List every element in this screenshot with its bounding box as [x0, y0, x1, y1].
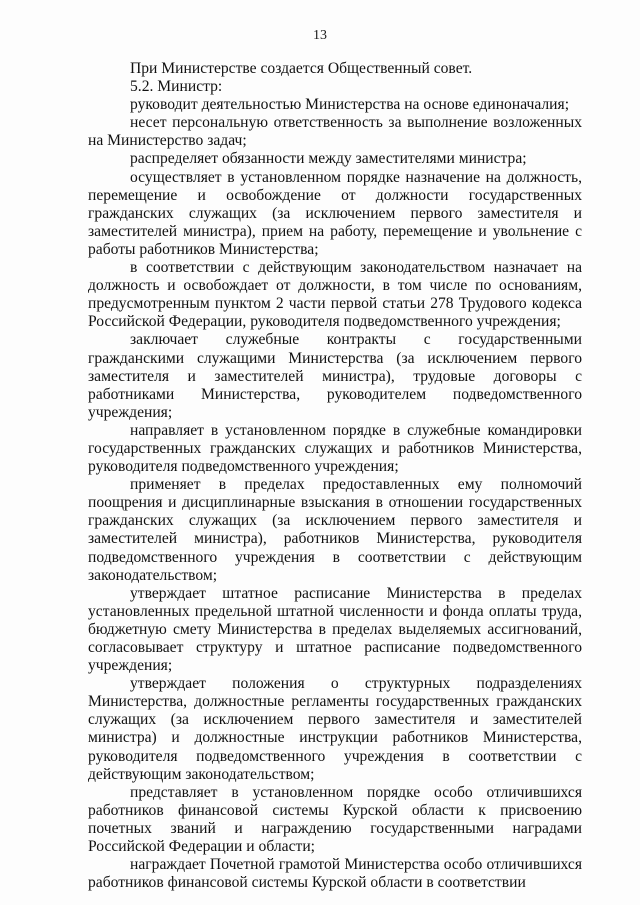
paragraph-business-trips: направляет в установленном порядке в служебные командировки государственных гражданских служащих и работников Министерства, руководителя подведомственного учреждения;: [88, 421, 582, 476]
paragraph-regulations: утверждает положения о структурных подразделениях Министерства, должностные регламенты государственных гражданских служащих (за исключением первого заместителя и заместителей министра) и должностные инструкции работников Министерства, руководителя подведомственного учреждения в соответствии с действующим законодательством;: [88, 675, 582, 783]
paragraph-leadership: руководит деятельностью Министерства на основе единоначалия;: [130, 96, 570, 114]
paragraph-section-heading: 5.2. Министр:: [130, 78, 223, 96]
paragraph-certificate-of-honor: награждает Почетной грамотой Министерства особо отличившихся работников финансовой системы Курской области в соответствии: [88, 856, 582, 892]
document-body: [88, 60, 582, 892]
paragraph-duties-distribution: распределяет обязанности между заместителями министра;: [130, 150, 527, 168]
paragraph-responsibility: несет персональную ответственность за выполнение возложенных на Министерство задач;: [88, 114, 582, 150]
paragraph-institution-head-appointment: в соответствии с действующим законодательством назначает на должность и освобождает от должности, в том числе по основаниям, предусмотренным пунктом 2 части первой статьи 278 Трудового кодекса Российской Федерации, руководителя подведомственного учреждения;: [88, 259, 582, 331]
paragraph-incentives-penalties: применяет в пределах предоставленных ему полномочий поощрения и дисциплинарные взыскания в отношении государственных гражданских служащих (за исключением первого заместителя и заместителей министра), работников Министерства, руководителя подведомственного учреждения в соответствии с действующим законодательством;: [88, 476, 582, 584]
paragraph-appointment: осуществляет в установленном порядке назначение на должность, перемещение и освобождение от должности государственных гражданских служащих (за исключением первого заместителя и заместителей министра), прием на работу, перемещение и увольнение с работы работников Министерства;: [88, 168, 582, 258]
paragraph-state-awards: представляет в установленном порядке особо отличившихся работников финансовой системы Курской области к присвоению почетных званий и награждению государственными наградами Российской Федерации и области;: [88, 783, 582, 856]
paragraph-staff-schedule: утверждает штатное расписание Министерства в пределах установленных предельной штатной численности и фонда оплаты труда, бюджетную смету Министерства в пределах выделяемых ассигнований, согласовывает структуру и штатное расписание подведомственного учреждения;: [88, 584, 582, 675]
paragraph-contracts: заключает служебные контракты с государственными гражданскими служащими Министерства (за исключением первого заместителя и заместителей министра), трудовые договоры с работниками Министерства, руководителем подведомственного учреждения;: [88, 331, 582, 421]
paragraph-public-council: При Министерстве создается Общественный совет.: [130, 60, 473, 77]
page-number: 13: [313, 28, 327, 43]
